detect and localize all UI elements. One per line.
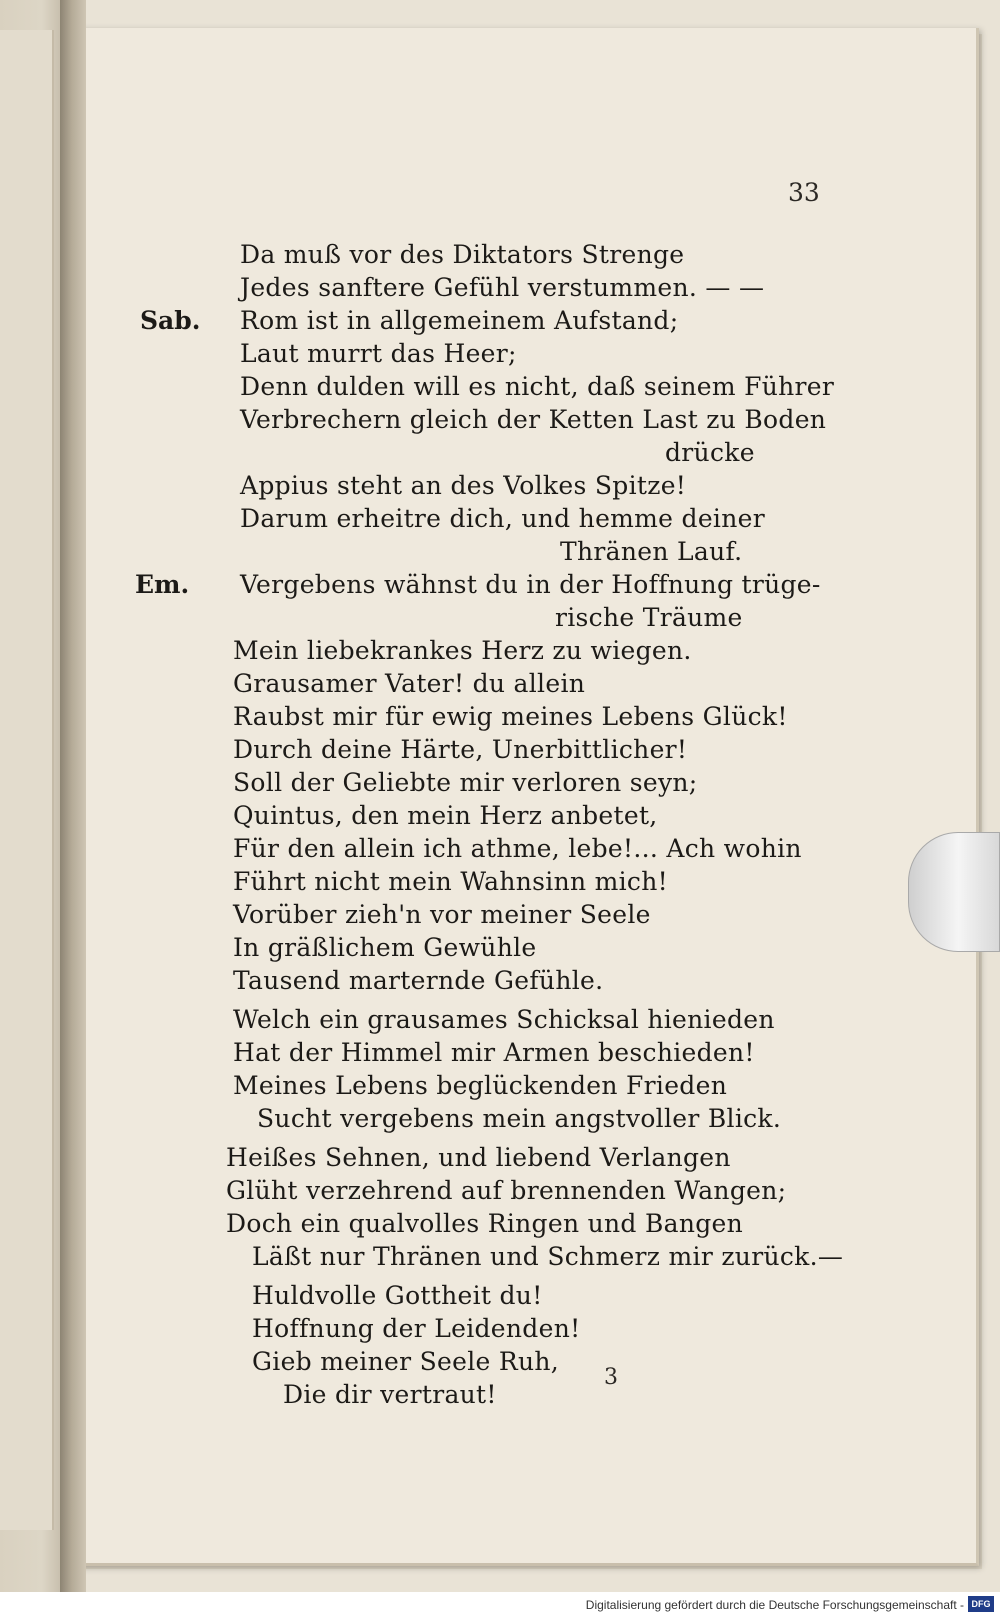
verse-line: Darum erheitre dich, und hemme deiner	[240, 504, 765, 533]
clip-tab	[908, 832, 1000, 952]
verse-line: Jedes sanftere Gefühl verstummen. — —	[240, 273, 765, 302]
verse-line: Führt nicht mein Wahnsinn mich!	[233, 867, 668, 896]
verse-line: Appius steht an des Volkes Spitze!	[240, 471, 687, 500]
verse-line: Grausamer Vater! du allein	[233, 669, 586, 698]
verse-line: Huldvolle Gottheit du!	[252, 1281, 543, 1310]
verse-line: Durch deine Härte, Unerbittlicher!	[233, 735, 688, 764]
verse-line: Vorüber zieh'n vor meiner Seele	[233, 900, 651, 929]
verse-line: Denn dulden will es nicht, daß seinem Führer	[240, 372, 835, 401]
verse-line: Hoffnung der Leidenden!	[252, 1314, 581, 1343]
verse-line: Heißes Sehnen, und liebend Verlangen	[226, 1143, 731, 1172]
verse-line: rische Träume	[555, 603, 743, 632]
verse-line: Rom ist in allgemeinem Aufstand;	[240, 306, 679, 335]
verse-line: In gräßlichem Gewühle	[233, 933, 537, 962]
dfg-logo: DFG	[968, 1596, 994, 1612]
verse-line: Hat der Himmel mir Armen beschieden!	[233, 1038, 755, 1067]
verse-line: Thränen Lauf.	[560, 537, 743, 566]
verse-line: Soll der Geliebte mir verloren seyn;	[233, 768, 698, 797]
speaker-label: Sab.	[140, 306, 201, 335]
verse-line: drücke	[665, 438, 755, 467]
verse-line: Sucht vergebens mein angstvoller Blick.	[257, 1104, 782, 1133]
verse-line: Glüht verzehrend auf brennenden Wangen;	[226, 1176, 787, 1205]
verse-line: Da muß vor des Diktators Strenge	[240, 240, 685, 269]
verse-line: Verbrechern gleich der Ketten Last zu Boden	[240, 405, 827, 434]
verse-line: Die dir vertraut!	[283, 1380, 497, 1409]
verse-line: Mein liebekrankes Herz zu wiegen.	[233, 636, 692, 665]
verse-line: Für den allein ich athme, lebe!... Ach wohin	[233, 834, 802, 863]
speaker-label: Em.	[135, 570, 190, 599]
verse-line: Gieb meiner Seele Ruh,	[252, 1347, 560, 1376]
signature-mark: 3	[604, 1365, 618, 1390]
verse-line: Vergebens wähnst du in der Hoffnung trüge-	[240, 570, 821, 599]
verse-line: Raubst mir für ewig meines Lebens Glück!	[233, 702, 788, 731]
verse-line: Läßt nur Thränen und Schmerz mir zurück.—	[252, 1242, 844, 1271]
verse-line: Laut murrt das Heer;	[240, 339, 517, 368]
verse-line: Welch ein grausames Schicksal hienieden	[233, 1005, 775, 1034]
footer-credit-text: Digitalisierung gefördert durch die Deutsche Forschungsgemeinschaft -	[585, 1598, 964, 1612]
book-gutter	[60, 0, 86, 1623]
footer-bar	[0, 1592, 1000, 1623]
verse-line: Quintus, den mein Herz anbetet,	[233, 801, 658, 830]
verse-line: Meines Lebens beglückenden Frieden	[233, 1071, 728, 1100]
verse-line: Doch ein qualvolles Ringen und Bangen	[226, 1209, 744, 1238]
page-number: 33	[788, 178, 820, 207]
verse-line: Tausend marternde Gefühle.	[233, 966, 604, 995]
